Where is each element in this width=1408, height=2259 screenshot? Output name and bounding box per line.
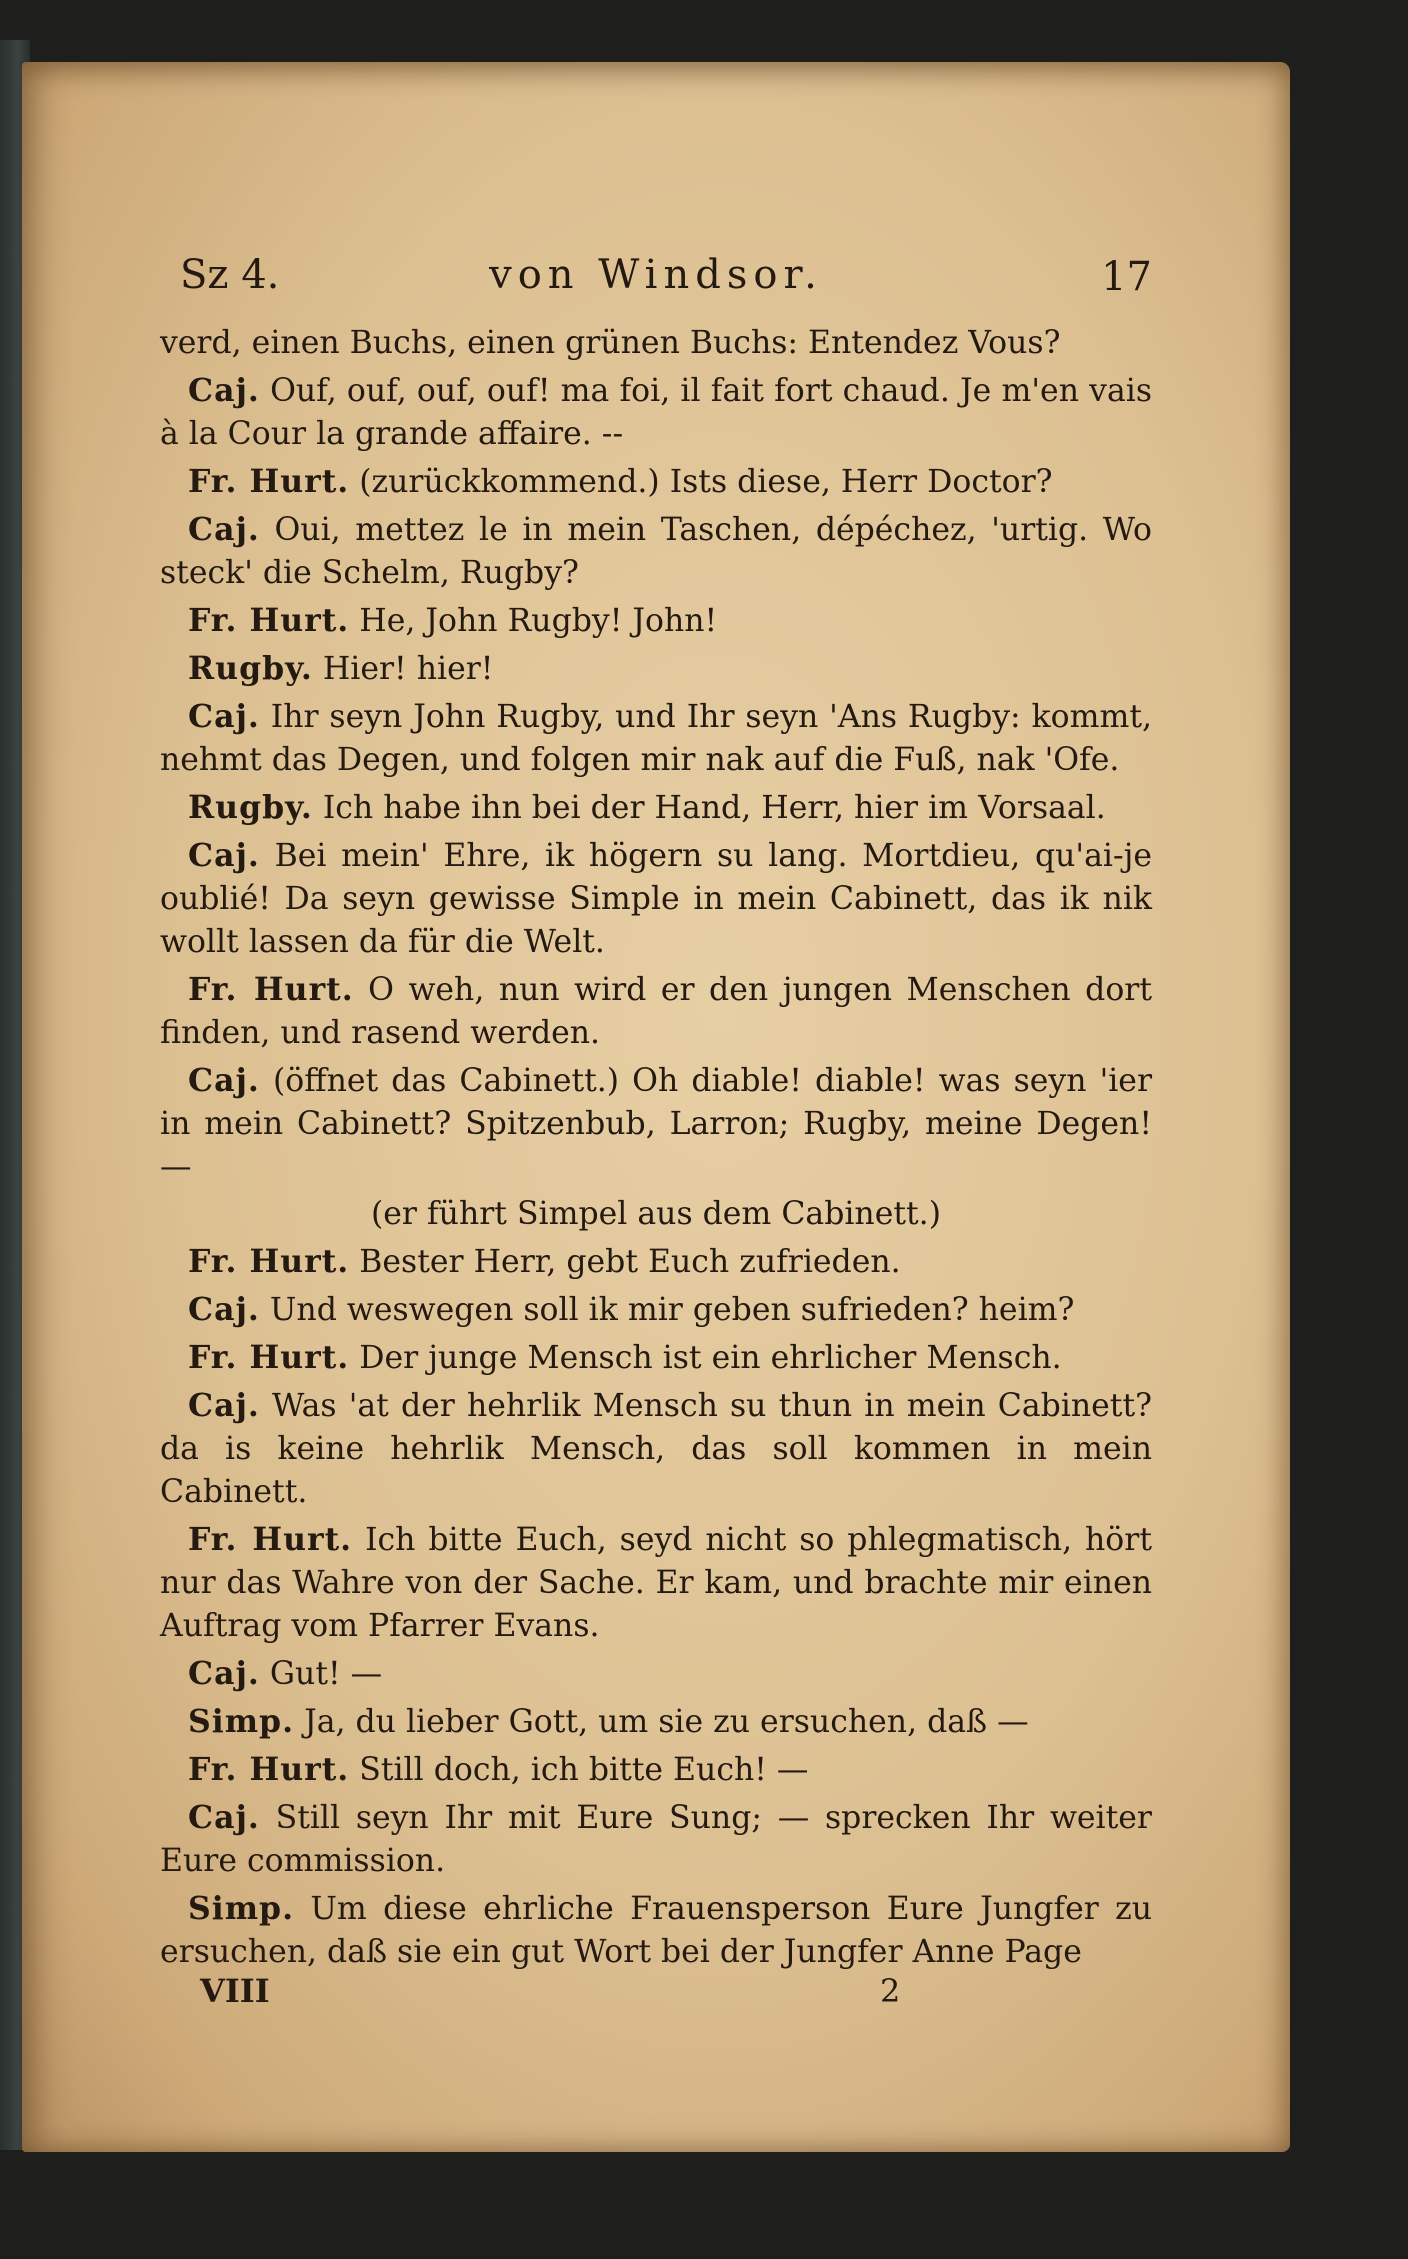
- line-text: Ihr seyn John Rugby, und Ihr seyn 'Ans Rugby: kommt, nehmt das Degen, und folgen mir nak auf die Fuß, nak 'Ofe.: [160, 699, 1152, 778]
- running-title: von Windsor.: [489, 252, 823, 298]
- speaker-name: Simp.: [188, 1703, 295, 1740]
- signature-mark: VIII: [200, 1972, 270, 2010]
- line-text: verd, einen Buchs, einen grünen Buchs: Entendez Vous?: [160, 325, 1061, 361]
- dialogue-line: [160, 834, 1152, 964]
- dialogue-line: [160, 1748, 1152, 1792]
- line-text: He, John Rugby! John!: [359, 603, 718, 639]
- dialogue-line: [160, 968, 1152, 1055]
- line-text: Still doch, ich bitte Euch! —: [359, 1752, 809, 1788]
- speaker-name: Caj.: [188, 837, 260, 874]
- scene-marker: Sz 4.: [180, 252, 280, 298]
- dialogue-line: [160, 1059, 1152, 1189]
- dialogue-line: [160, 322, 1152, 365]
- dialogue-text: [160, 322, 1152, 1974]
- book-page: [22, 62, 1290, 2152]
- speaker-name: Rugby.: [188, 650, 313, 687]
- speaker-name: Fr. Hurt.: [188, 1339, 350, 1376]
- line-text: Bester Herr, gebt Euch zufrieden.: [359, 1244, 901, 1280]
- dialogue-line: [160, 1518, 1152, 1648]
- line-text: Oui, mettez le in mein Taschen, dépéchez, 'urtig. Wo steck' die Schelm, Rugby?: [160, 512, 1152, 591]
- speaker-name: Fr. Hurt.: [188, 1243, 350, 1280]
- line-text: Der junge Mensch ist ein ehrlicher Mensch.: [359, 1340, 1062, 1376]
- dialogue-line: [160, 369, 1152, 456]
- dialogue-line: [160, 1652, 1152, 1696]
- line-text: Hier! hier!: [322, 651, 494, 687]
- stage-direction: (er führt Simpel aus dem Cabinett.): [371, 1196, 941, 1232]
- page-footer: [160, 1972, 1152, 2020]
- dialogue-line: [160, 786, 1152, 830]
- speaker-name: Caj.: [188, 698, 260, 735]
- speaker-name: Fr. Hurt.: [188, 1521, 353, 1558]
- line-text: (öffnet das Cabinett.) Oh diable! diable! was seyn 'ier in mein Cabinett? Spitzenbub, Larron; Rugby, meine Degen! —: [160, 1063, 1152, 1185]
- dialogue-line: [160, 508, 1152, 595]
- dialogue-line: [160, 1887, 1152, 1974]
- line-text: Gut! —: [269, 1656, 383, 1692]
- running-header: [160, 242, 1152, 322]
- line-text: Ouf, ouf, ouf, ouf! ma foi, il fait fort chaud. Je m'en vais à la Cour la grande affaire. --: [160, 373, 1152, 452]
- dialogue-line: [160, 1336, 1152, 1380]
- speaker-name: Caj.: [188, 1062, 260, 1099]
- speaker-name: Caj.: [188, 1799, 260, 1836]
- line-text: Bei mein' Ehre, ik högern su lang. Mortdieu, qu'ai-je oublié! Da seyn gewisse Simple in mein Cabinett, das ik nik wollt lassen da für die Welt.: [160, 838, 1152, 960]
- line-text: Ich bitte Euch, seyd nicht so phlegmatisch, hört nur das Wahre von der Sache. Er kam, und brachte mir einen Auftrag vom Pfarrer Evans.: [160, 1522, 1152, 1644]
- dialogue-line: [160, 1700, 1152, 1744]
- dialogue-line: [160, 1384, 1152, 1514]
- speaker-name: Caj.: [188, 511, 260, 548]
- speaker-name: Caj.: [188, 1387, 260, 1424]
- line-text: Ja, du lieber Gott, um sie zu ersuchen, daß —: [304, 1704, 1029, 1740]
- dialogue-line: [160, 460, 1152, 504]
- page-content: [160, 242, 1152, 2020]
- dialogue-line: [160, 647, 1152, 691]
- page-number: 17: [1101, 254, 1152, 300]
- dialogue-line: [160, 695, 1152, 782]
- dialogue-line: [160, 1240, 1152, 1284]
- speaker-name: Fr. Hurt.: [188, 971, 354, 1008]
- line-text: Ich habe ihn bei der Hand, Herr, hier im Vorsaal.: [322, 790, 1106, 826]
- speaker-name: Rugby.: [188, 789, 313, 826]
- line-text: Still seyn Ihr mit Eure Sung; — sprecken Ihr weiter Eure commission.: [160, 1800, 1152, 1879]
- dialogue-line: [160, 599, 1152, 643]
- dialogue-line: [160, 1796, 1152, 1883]
- speaker-name: Simp.: [188, 1890, 295, 1927]
- speaker-name: Fr. Hurt.: [188, 602, 350, 639]
- dialogue-line: [160, 1288, 1152, 1332]
- line-text: O weh, nun wird er den jungen Menschen dort finden, und rasend werden.: [160, 972, 1153, 1051]
- line-text: Und weswegen soll ik mir geben sufrieden? heim?: [269, 1292, 1075, 1328]
- speaker-name: Fr. Hurt.: [188, 463, 350, 500]
- speaker-name: Fr. Hurt.: [188, 1751, 350, 1788]
- line-text: (zurückkommend.) Ists diese, Herr Doctor?: [359, 464, 1053, 500]
- speaker-name: Caj.: [188, 372, 260, 409]
- speaker-name: Caj.: [188, 1655, 260, 1692]
- sheet-number: 2: [880, 1972, 901, 2010]
- speaker-name: Caj.: [188, 1291, 260, 1328]
- line-text: Was 'at der hehrlik Mensch su thun in mein Cabinett? da is keine hehrlik Mensch, das soll kommen in mein Cabinett.: [160, 1388, 1152, 1510]
- line-text: Um diese ehrliche Frauensperson Eure Jungfer zu ersuchen, daß sie ein gut Wort bei der Jungfer Anne Page: [160, 1891, 1152, 1970]
